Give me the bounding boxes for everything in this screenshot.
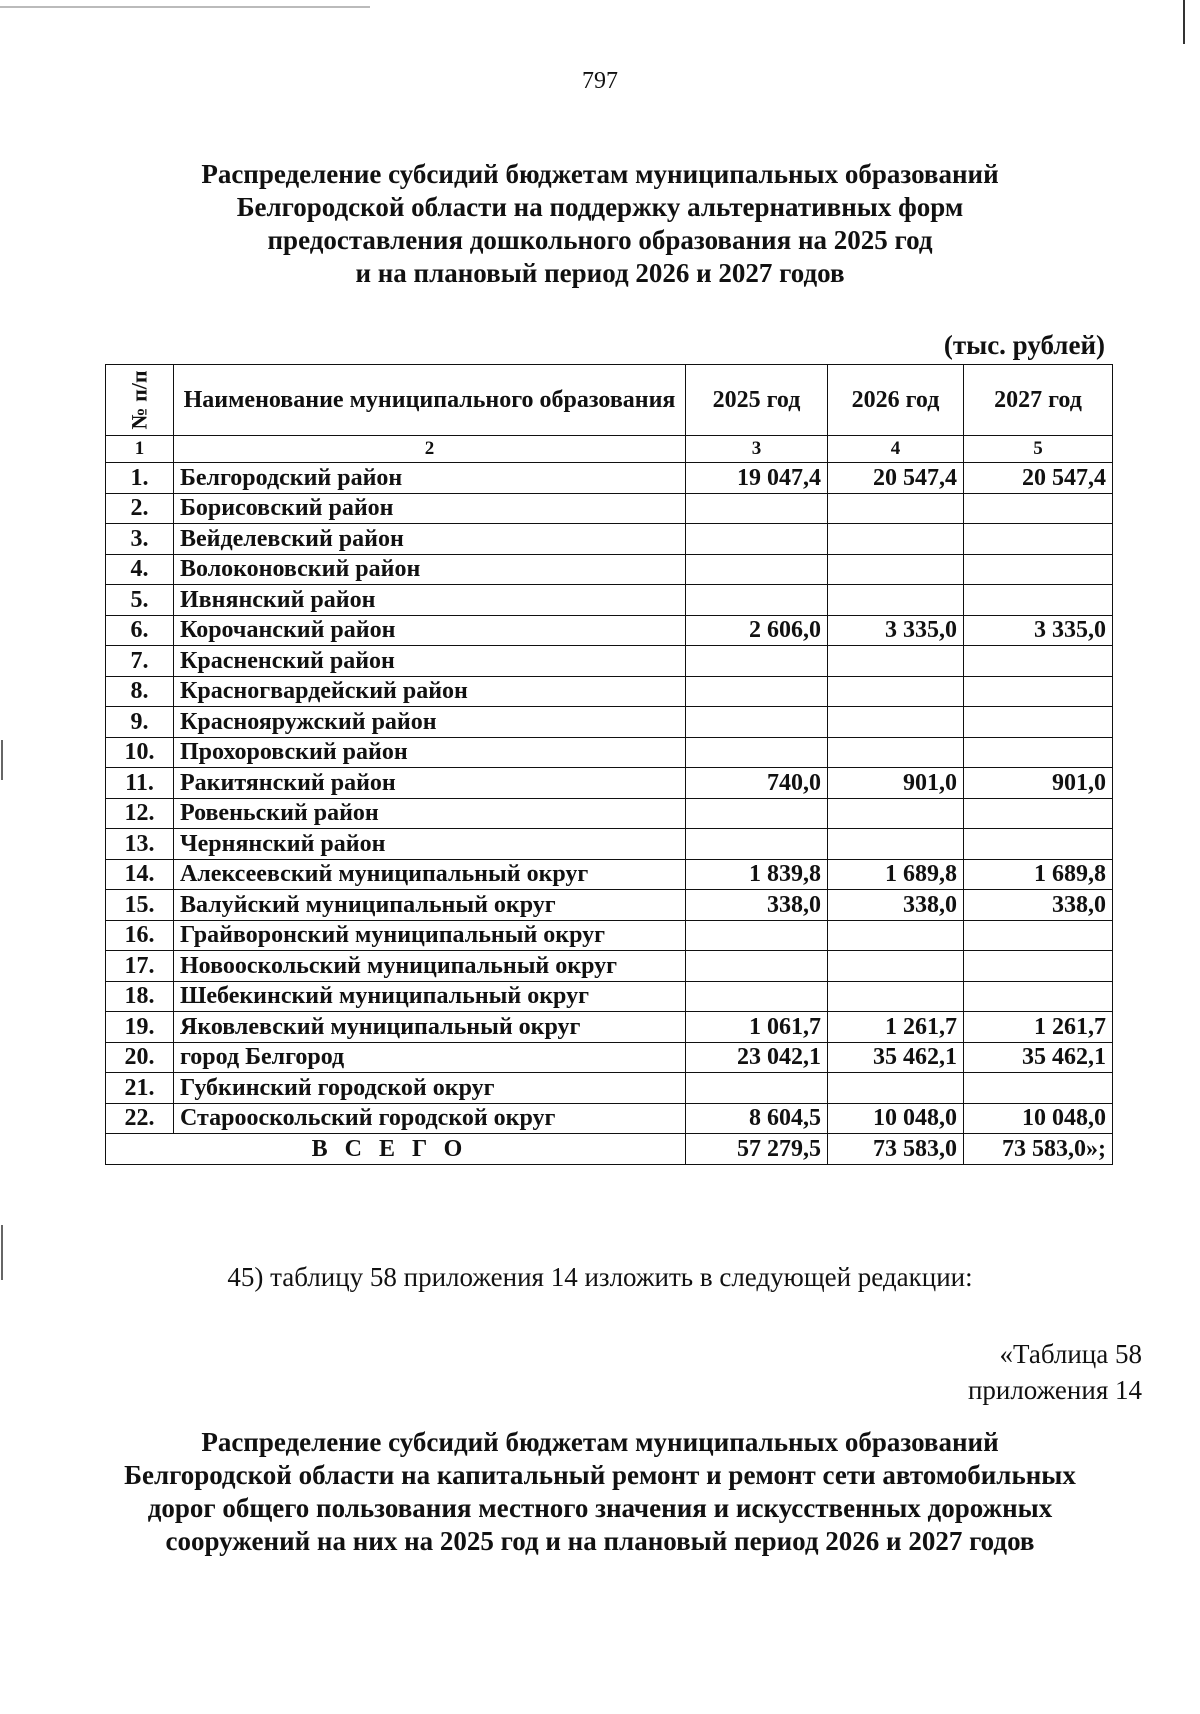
municipality-name: Краснояружский район [174, 707, 686, 738]
title-line: дорог общего пользования местного значения и искусственных дорожных [147, 1493, 1053, 1523]
table-row [106, 920, 1113, 951]
value-2026 [828, 646, 964, 677]
row-number: 19. [106, 1012, 174, 1043]
municipality-name: Старооскольский городской округ [174, 1103, 686, 1134]
total-2026: 73 583,0 [828, 1134, 964, 1165]
value-2025: 338,0 [686, 890, 828, 921]
instruction-text: 45) таблицу 58 приложения 14 изложить в следующей редакции: [227, 1262, 973, 1292]
column-index: 2 [174, 436, 686, 463]
row-number: 1. [106, 463, 174, 494]
row-number: 22. [106, 1103, 174, 1134]
municipality-name: Грайворонский муниципальный округ [174, 920, 686, 951]
table-row [106, 737, 1113, 768]
value-2027: 901,0 [964, 768, 1113, 799]
subsidy-table [105, 364, 1113, 1165]
table-reference [968, 1336, 1142, 1408]
title-line: сооружений на них на 2025 год и на плановый период 2026 и 2027 годов [165, 1526, 1035, 1556]
table-row [106, 463, 1113, 494]
table-row [106, 646, 1113, 677]
total-row [106, 1134, 1113, 1165]
row-number: 4. [106, 554, 174, 585]
municipality-name: Белгородский район [174, 463, 686, 494]
table-row [106, 829, 1113, 860]
value-2027 [964, 737, 1113, 768]
value-2027: 10 048,0 [964, 1103, 1113, 1134]
table-header-row [106, 365, 1113, 436]
value-2026 [828, 1073, 964, 1104]
municipality-name: Новооскольский муниципальный округ [174, 951, 686, 982]
table-row [106, 798, 1113, 829]
column-index-row [106, 436, 1113, 463]
value-2025 [686, 524, 828, 555]
value-2026: 20 547,4 [828, 463, 964, 494]
row-number: 16. [106, 920, 174, 951]
value-2026: 1 261,7 [828, 1012, 964, 1043]
value-2026: 338,0 [828, 890, 964, 921]
value-2027 [964, 951, 1113, 982]
column-index: 5 [964, 436, 1113, 463]
row-number: 15. [106, 890, 174, 921]
second-title [0, 1426, 1200, 1558]
value-2025 [686, 676, 828, 707]
municipality-name: город Белгород [174, 1042, 686, 1073]
value-2026 [828, 829, 964, 860]
value-2027 [964, 646, 1113, 677]
value-2026 [828, 585, 964, 616]
table-row [106, 890, 1113, 921]
title-line: Белгородской области на поддержку альтернативных форм [236, 192, 964, 222]
value-2027 [964, 829, 1113, 860]
value-2026 [828, 951, 964, 982]
row-number: 10. [106, 737, 174, 768]
value-2026: 3 335,0 [828, 615, 964, 646]
municipality-name: Волоконовский район [174, 554, 686, 585]
value-2027 [964, 920, 1113, 951]
total-label: ВСЕГО [106, 1134, 686, 1165]
table-row [106, 585, 1113, 616]
value-2027 [964, 1073, 1113, 1104]
value-2025 [686, 981, 828, 1012]
header-name: Наименование муниципального образования [174, 365, 686, 436]
row-number: 7. [106, 646, 174, 677]
table-row [106, 1042, 1113, 1073]
table-row [106, 1073, 1113, 1104]
header-2027: 2027 год [964, 365, 1113, 436]
value-2025: 8 604,5 [686, 1103, 828, 1134]
value-2025: 740,0 [686, 768, 828, 799]
value-2027 [964, 524, 1113, 555]
table-row [106, 859, 1113, 890]
value-2025: 23 042,1 [686, 1042, 828, 1073]
title-line: предоставления дошкольного образования на 2025 год [267, 225, 933, 255]
table-row [106, 981, 1113, 1012]
row-number: 17. [106, 951, 174, 982]
title-line: и на плановый период 2026 и 2027 годов [355, 258, 845, 288]
municipality-name: Ровеньский район [174, 798, 686, 829]
value-2026 [828, 798, 964, 829]
row-number: 2. [106, 493, 174, 524]
value-2025 [686, 554, 828, 585]
column-index: 4 [828, 436, 964, 463]
header-2026: 2026 год [828, 365, 964, 436]
title-line: Белгородской области на капитальный ремонт и ремонт сети автомобильных [124, 1460, 1076, 1490]
value-2027: 20 547,4 [964, 463, 1113, 494]
value-2026 [828, 676, 964, 707]
value-2025: 1 839,8 [686, 859, 828, 890]
municipality-name: Ивнянский район [174, 585, 686, 616]
table-row [106, 493, 1113, 524]
table-row [106, 1103, 1113, 1134]
row-number: 13. [106, 829, 174, 860]
table-row [106, 615, 1113, 646]
value-2025: 1 061,7 [686, 1012, 828, 1043]
municipality-name: Красненский район [174, 646, 686, 677]
municipality-name: Борисовский район [174, 493, 686, 524]
scan-edge-mark [1, 740, 3, 780]
value-2025 [686, 1073, 828, 1104]
row-number: 9. [106, 707, 174, 738]
value-2027 [964, 493, 1113, 524]
value-2027 [964, 981, 1113, 1012]
value-2025: 2 606,0 [686, 615, 828, 646]
value-2026 [828, 737, 964, 768]
row-number: 3. [106, 524, 174, 555]
page-number: 797 [582, 68, 618, 94]
table-body [106, 463, 1113, 1134]
title-line: Распределение субсидий бюджетам муниципальных образований [201, 1427, 999, 1457]
row-number: 20. [106, 1042, 174, 1073]
table-row [106, 676, 1113, 707]
value-2026: 35 462,1 [828, 1042, 964, 1073]
row-number: 8. [106, 676, 174, 707]
value-2025 [686, 798, 828, 829]
row-number: 18. [106, 981, 174, 1012]
municipality-name: Валуйский муниципальный округ [174, 890, 686, 921]
column-index: 1 [106, 436, 174, 463]
value-2026 [828, 981, 964, 1012]
value-2026: 901,0 [828, 768, 964, 799]
value-2026 [828, 493, 964, 524]
table-reference-line: приложения 14 [967, 1375, 1142, 1405]
total-2025: 57 279,5 [686, 1134, 828, 1165]
municipality-name: Алексеевский муниципальный округ [174, 859, 686, 890]
value-2027: 1 689,8 [964, 859, 1113, 890]
value-2026: 1 689,8 [828, 859, 964, 890]
value-2027 [964, 554, 1113, 585]
value-2026 [828, 707, 964, 738]
value-2027: 3 335,0 [964, 615, 1113, 646]
row-number: 5. [106, 585, 174, 616]
value-2027 [964, 585, 1113, 616]
row-number: 6. [106, 615, 174, 646]
row-number: 21. [106, 1073, 174, 1104]
header-2025: 2025 год [686, 365, 828, 436]
value-2025 [686, 493, 828, 524]
row-number: 11. [106, 768, 174, 799]
value-2025: 19 047,4 [686, 463, 828, 494]
value-2026 [828, 554, 964, 585]
municipality-name: Шебекинский муниципальный округ [174, 981, 686, 1012]
value-2025 [686, 585, 828, 616]
title-line: Распределение субсидий бюджетам муниципальных образований [201, 159, 999, 189]
table-row [106, 1012, 1113, 1043]
municipality-name: Красногвардейский район [174, 676, 686, 707]
value-2025 [686, 646, 828, 677]
column-index: 3 [686, 436, 828, 463]
total-2027: 73 583,0»; [964, 1134, 1113, 1165]
table-row [106, 554, 1113, 585]
table-reference-line: «Таблица 58 [999, 1339, 1142, 1369]
value-2027 [964, 798, 1113, 829]
value-2025 [686, 951, 828, 982]
value-2027: 35 462,1 [964, 1042, 1113, 1073]
value-2027 [964, 676, 1113, 707]
table-row [106, 768, 1113, 799]
document-title [0, 158, 1200, 290]
value-2026 [828, 524, 964, 555]
scan-edge-mark [1183, 0, 1185, 44]
table-row [106, 707, 1113, 738]
municipality-name: Губкинский городской округ [174, 1073, 686, 1104]
municipality-name: Вейделевский район [174, 524, 686, 555]
value-2025 [686, 707, 828, 738]
row-number: 12. [106, 798, 174, 829]
units-label: (тыс. рублей) [943, 330, 1105, 360]
municipality-name: Чернянский район [174, 829, 686, 860]
value-2027: 338,0 [964, 890, 1113, 921]
row-number: 14. [106, 859, 174, 890]
value-2025 [686, 920, 828, 951]
value-2025 [686, 737, 828, 768]
value-2026 [828, 920, 964, 951]
value-2026: 10 048,0 [828, 1103, 964, 1134]
header-number: № п/п [106, 365, 174, 436]
municipality-name: Яковлевский муниципальный округ [174, 1012, 686, 1043]
municipality-name: Ракитянский район [174, 768, 686, 799]
value-2025 [686, 829, 828, 860]
value-2027 [964, 707, 1113, 738]
table-row [106, 524, 1113, 555]
municipality-name: Прохоровский район [174, 737, 686, 768]
scan-edge-line [0, 6, 370, 8]
table-row [106, 951, 1113, 982]
value-2027: 1 261,7 [964, 1012, 1113, 1043]
municipality-name: Корочанский район [174, 615, 686, 646]
